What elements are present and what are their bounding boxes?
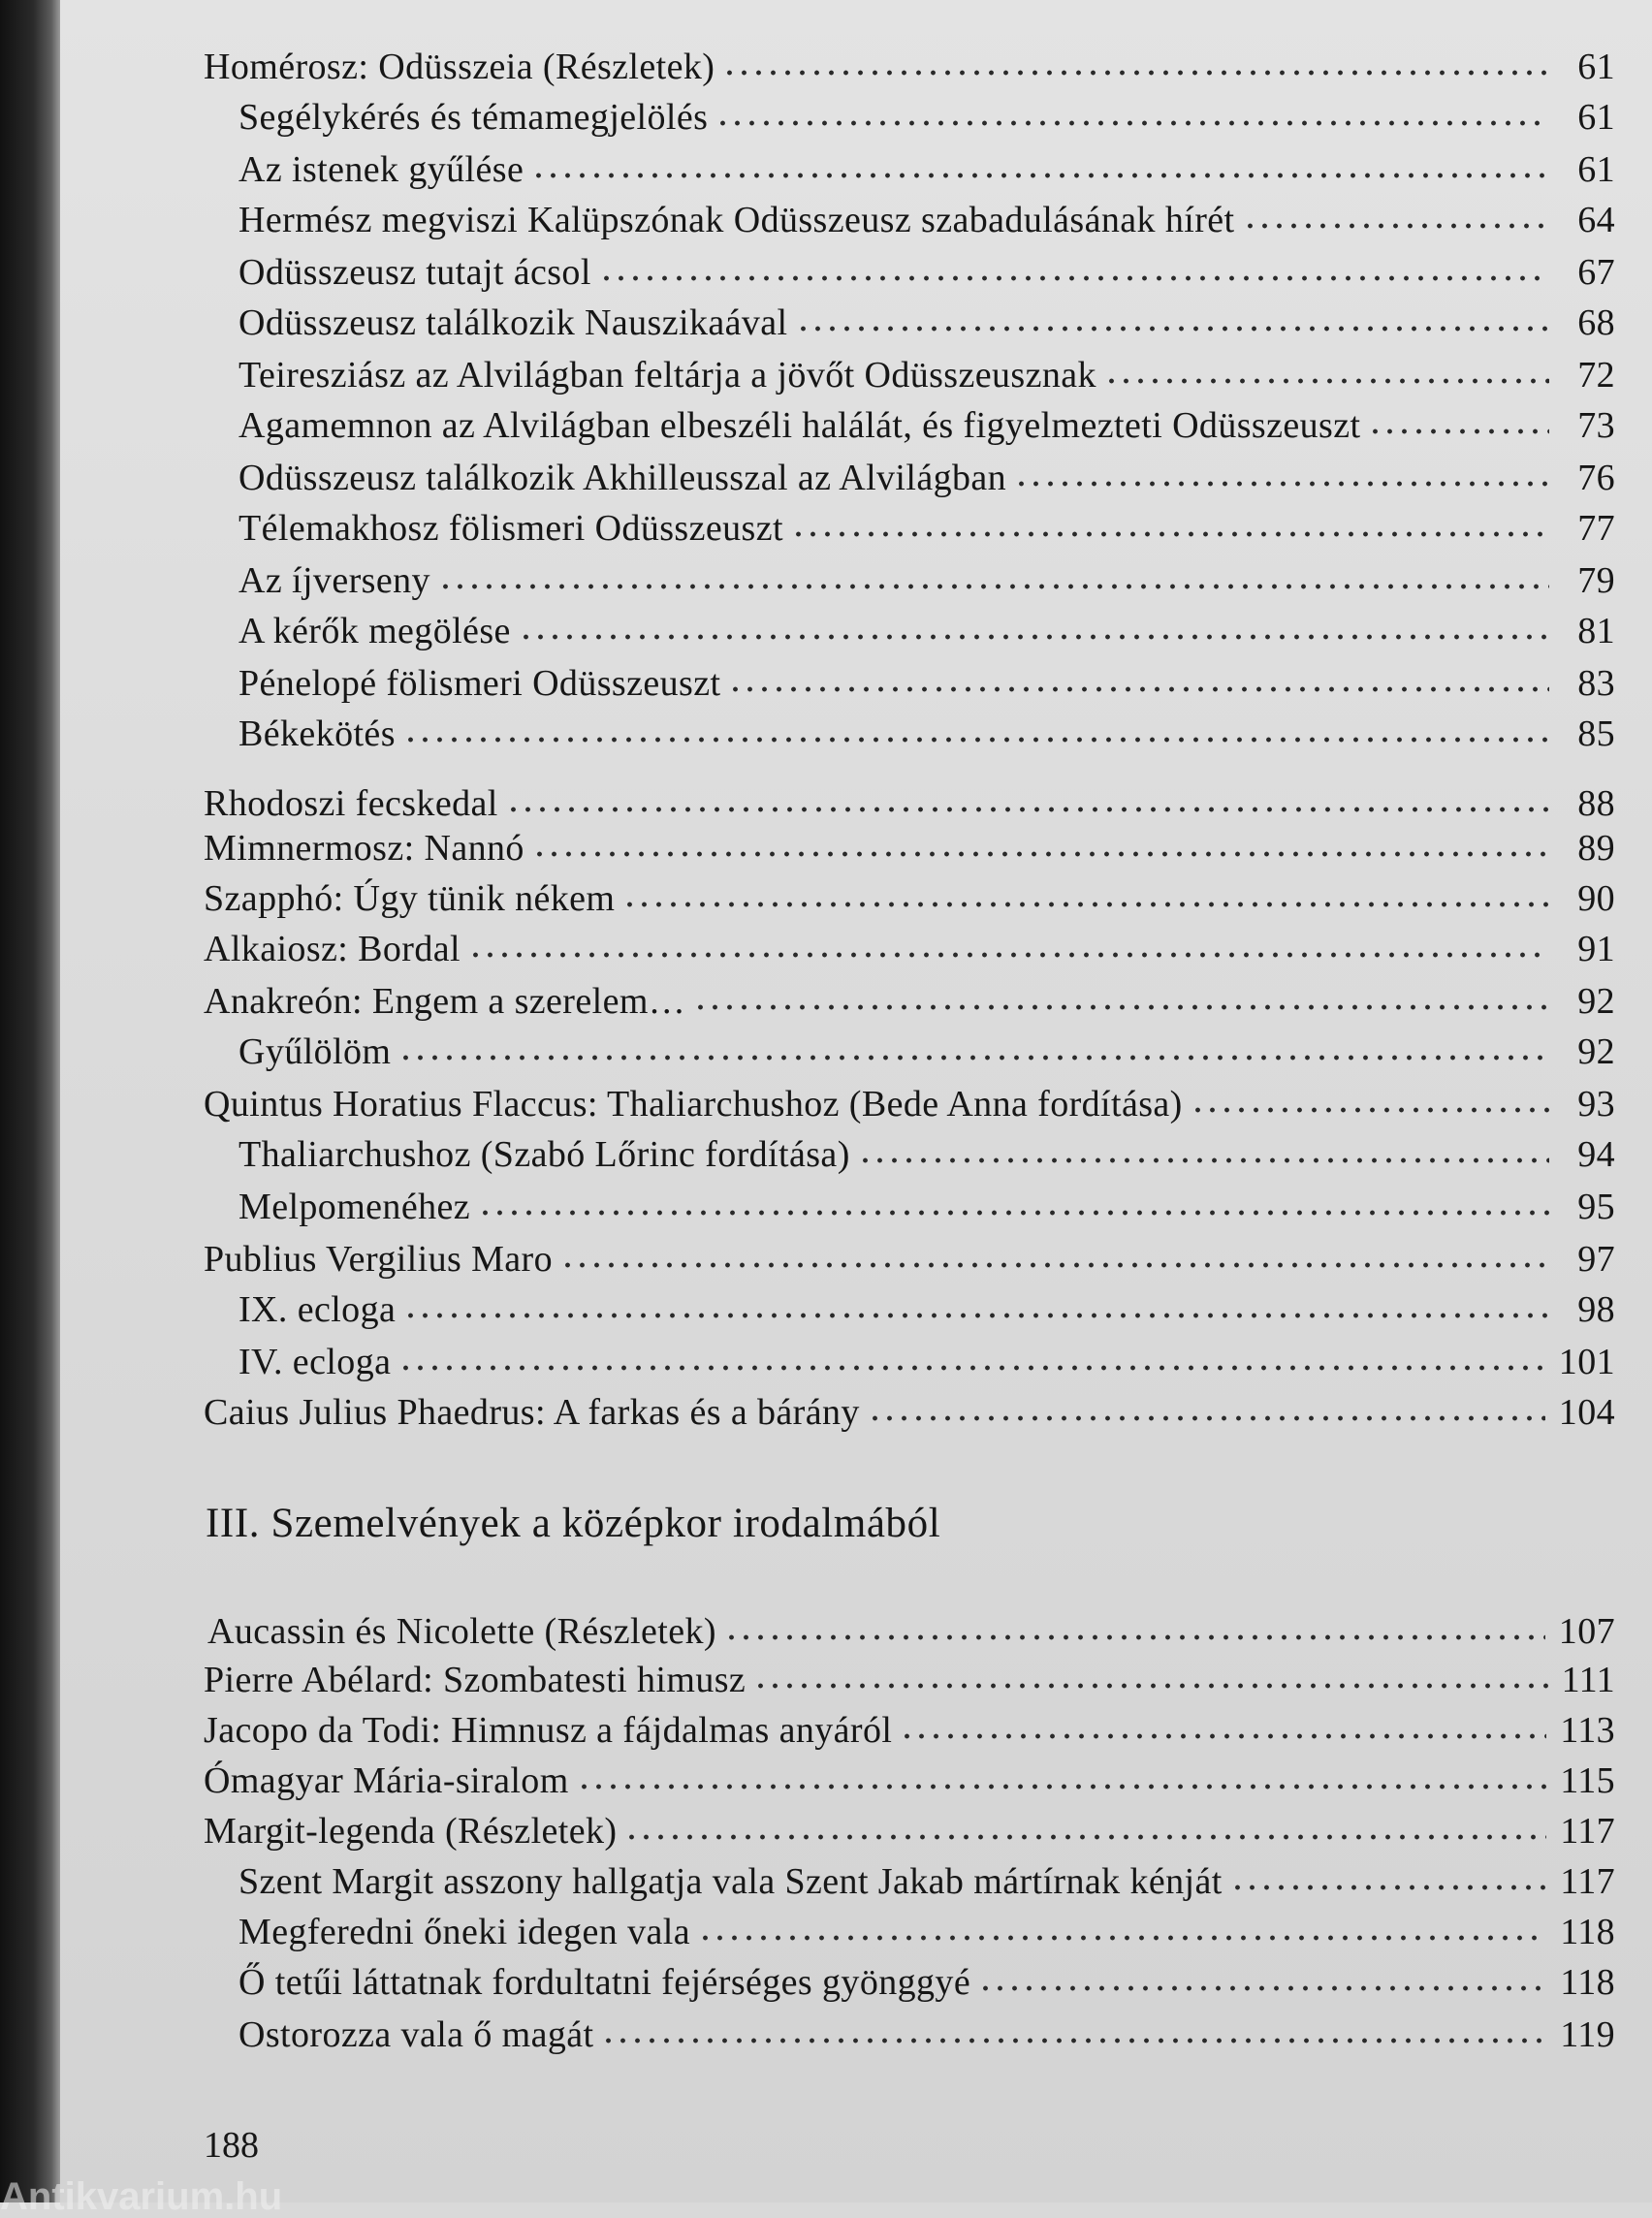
- toc-entry-title: Mimnermosz: Nannó: [204, 828, 524, 869]
- toc-entry-page: 77: [1577, 508, 1615, 549]
- toc-entry-page: 117: [1560, 1811, 1615, 1852]
- toc-entry: [204, 979, 1615, 1024]
- toc-entry-page: 81: [1577, 611, 1615, 651]
- toc-entry: [238, 403, 1615, 448]
- toc-entry-page: 61: [1577, 47, 1615, 87]
- dot-leader: [532, 847, 1549, 861]
- dot-leader: [622, 898, 1549, 911]
- toc-entry-title: Caius Julius Phaedrus: A farkas és a bárány: [204, 1392, 860, 1433]
- toc-entry: [204, 826, 1615, 871]
- toc-entry-page: 85: [1577, 713, 1615, 754]
- toc-entry: [238, 1340, 1615, 1384]
- toc-entry: [204, 781, 1615, 826]
- toc-entry: [207, 1609, 1615, 1654]
- dot-leader: [728, 682, 1549, 696]
- toc-entry-page: 64: [1577, 200, 1615, 240]
- dot-leader: [1104, 374, 1549, 388]
- toc-entry-title: Alkaiosz: Bordal: [204, 929, 461, 969]
- toc-entry: [238, 1132, 1615, 1177]
- toc-entry: [238, 198, 1615, 242]
- toc-entry-page: 88: [1577, 783, 1615, 824]
- toc-entry-title: Gyűlölöm: [238, 1031, 392, 1072]
- toc-entry-page: 83: [1577, 663, 1615, 704]
- toc-entry-title: Az íjverseny: [238, 560, 430, 601]
- dot-leader: [398, 1051, 1549, 1064]
- toc-entry: [204, 1237, 1615, 1282]
- toc-entry-page: 67: [1577, 252, 1615, 293]
- dot-leader: [506, 803, 1549, 816]
- toc-entry: [238, 1185, 1615, 1229]
- toc-entry-title: Megferedni őneki idegen vala: [238, 1912, 690, 1952]
- toc-entry: [238, 1960, 1615, 2005]
- dot-leader: [1014, 477, 1549, 491]
- toc-entry-title: Thaliarchushoz (Szabó Lőrinc fordítása): [238, 1134, 850, 1175]
- toc-entry: [238, 2012, 1615, 2057]
- toc-entry-title: Szent Margit asszony hallgatja vala Szent Jakab mártírnak kénját: [238, 1861, 1223, 1902]
- toc-entry: [204, 1809, 1615, 1854]
- toc-entry: [204, 1082, 1615, 1126]
- dot-leader: [868, 1411, 1545, 1425]
- toc-entry: [238, 250, 1615, 295]
- dot-leader: [724, 1631, 1545, 1644]
- dot-leader: [698, 1931, 1546, 1945]
- section-heading: III. Szemelvények a középkor irodalmából: [206, 1501, 941, 1546]
- toc-entry-page: 118: [1560, 1962, 1615, 2003]
- toc-entry: [204, 1658, 1615, 1702]
- toc-entry: [204, 1759, 1615, 1803]
- dot-leader: [468, 948, 1549, 962]
- dot-leader: [1191, 1103, 1549, 1117]
- dot-leader: [403, 1309, 1549, 1322]
- toc-entry-title: Békekötés: [238, 713, 396, 754]
- toc-entry: [238, 95, 1615, 140]
- toc-entry-title: Publius Vergilius Maro: [204, 1239, 553, 1280]
- toc-entry: [238, 301, 1615, 345]
- watermark: Antikvarium.hu: [0, 2175, 283, 2218]
- toc-entry: [238, 661, 1615, 706]
- toc-entry-title: Ő tetűi láttatnak fordultatni fejérséges gyönggyé: [238, 1962, 971, 2003]
- toc-entry: [238, 147, 1615, 192]
- toc-entry-page: 61: [1577, 149, 1615, 190]
- toc-entry-page: 68: [1577, 302, 1615, 343]
- toc-entry-page: 117: [1560, 1861, 1615, 1902]
- toc-entry: [238, 353, 1615, 397]
- dot-leader: [796, 322, 1549, 335]
- toc-entry-title: Pierre Abélard: Szombatesti himusz: [204, 1660, 747, 1700]
- dot-leader: [601, 2034, 1546, 2047]
- toc-entry-title: Margit-legenda (Részletek): [204, 1811, 618, 1852]
- toc-entry-title: Homérosz: Odüsszeia (Részletek): [204, 47, 715, 87]
- toc-entry: [238, 456, 1615, 500]
- dot-leader: [624, 1830, 1546, 1844]
- toc-entry-page: 95: [1577, 1187, 1615, 1227]
- toc-entry-title: IX. ecloga: [238, 1289, 397, 1330]
- dot-leader: [791, 527, 1549, 541]
- toc-entry-page: 89: [1577, 828, 1615, 869]
- dot-leader: [753, 1679, 1547, 1693]
- toc-entry-page: 92: [1577, 981, 1615, 1022]
- toc-entry-title: Teiresziász az Alvilágban feltárja a jövőt Odüsszeusznak: [238, 355, 1096, 396]
- toc-entry-page: 104: [1558, 1392, 1615, 1433]
- toc-entry: [204, 1708, 1615, 1753]
- dot-leader: [722, 66, 1549, 79]
- toc-entry-title: Ostorozza vala ő magát: [238, 2014, 594, 2055]
- dot-leader: [978, 1981, 1546, 1995]
- toc-entry-page: 107: [1558, 1611, 1615, 1652]
- toc-entry-title: Az istenek gyűlése: [238, 149, 524, 190]
- dot-leader: [398, 1361, 1544, 1375]
- toc-entry-page: 90: [1577, 878, 1615, 919]
- toc-entry-title: Hermész megviszi Kalüpszónak Odüsszeusz szabadulásának hírét: [238, 200, 1235, 240]
- toc-entry: [204, 45, 1615, 89]
- toc-entry: [204, 876, 1615, 921]
- toc-entry-title: Odüsszeusz találkozik Nauszikaával: [238, 302, 788, 343]
- dot-leader: [900, 1729, 1546, 1743]
- toc-entry: [238, 1287, 1615, 1332]
- toc-entry-title: IV. ecloga: [238, 1342, 392, 1382]
- dot-leader: [577, 1780, 1547, 1793]
- toc-entry-page: 79: [1577, 560, 1615, 601]
- dot-leader: [403, 733, 1549, 746]
- toc-entry-page: 61: [1577, 97, 1615, 138]
- toc-entry-page: 98: [1577, 1289, 1615, 1330]
- dot-leader: [1368, 425, 1549, 438]
- toc-entry-page: 115: [1560, 1760, 1615, 1801]
- toc-entry: [238, 506, 1615, 551]
- toc-entry-page: 72: [1577, 355, 1615, 396]
- dot-leader: [693, 1000, 1549, 1014]
- toc-entry-title: Odüsszeusz találkozik Akhilleusszal az Alvilágban: [238, 458, 1007, 498]
- toc-entry: [204, 927, 1615, 971]
- toc-entry-title: Ómagyar Mária-siralom: [204, 1760, 569, 1801]
- page-number: 188: [204, 2125, 259, 2166]
- dot-leader: [599, 271, 1549, 285]
- dot-leader: [858, 1154, 1549, 1167]
- toc-entry: [238, 1910, 1615, 1954]
- toc-entry-page: 119: [1560, 2014, 1615, 2055]
- toc-entry: [238, 1859, 1615, 1904]
- toc-entry-title: Anakreón: Engem a szerelem…: [204, 981, 686, 1022]
- toc-entry: [238, 609, 1615, 653]
- book-spine-shadow: [0, 0, 60, 2202]
- toc-entry-title: Segélykérés és témamegjelölés: [238, 97, 709, 138]
- toc-entry-page: 92: [1577, 1031, 1615, 1072]
- toc-entry-title: Jacopo da Todi: Himnusz a fájdalmas anyáról: [204, 1710, 893, 1751]
- toc-entry-title: Szapphó: Úgy tünik nékem: [204, 878, 616, 919]
- toc-entry-page: 93: [1577, 1084, 1615, 1125]
- toc-entry: [238, 712, 1615, 756]
- dot-leader: [519, 630, 1549, 644]
- dot-leader: [1243, 219, 1550, 233]
- toc-entry: [238, 558, 1615, 603]
- toc-entry-page: 76: [1577, 458, 1615, 498]
- toc-entry-page: 118: [1560, 1912, 1615, 1952]
- toc-entry-title: Melpomenéhez: [238, 1187, 471, 1227]
- toc-entry-page: 101: [1558, 1342, 1615, 1382]
- toc-entry-title: Agamemnon az Alvilágban elbeszéli halálát, és figyelmezteti Odüsszeuszt: [238, 405, 1361, 446]
- toc-entry-title: A kérők megölése: [238, 611, 511, 651]
- toc-entry-page: 94: [1577, 1134, 1615, 1175]
- toc-entry-page: 91: [1577, 929, 1615, 969]
- dot-leader: [438, 580, 1549, 593]
- toc-entry: [204, 1390, 1615, 1435]
- toc-entry-page: 111: [1561, 1660, 1615, 1700]
- dot-leader: [715, 116, 1549, 130]
- dot-leader: [560, 1258, 1549, 1272]
- toc-entry-page: 113: [1560, 1710, 1615, 1751]
- toc-entry-title: Odüsszeusz tutajt ácsol: [238, 252, 591, 293]
- toc-entry: [238, 1030, 1615, 1074]
- toc-entry-title: Télemakhosz fölismeri Odüsszeuszt: [238, 508, 783, 549]
- dot-leader: [531, 169, 1549, 182]
- dot-leader: [1230, 1881, 1547, 1894]
- toc-entry-title: Quintus Horatius Flaccus: Thaliarchushoz (Bede Anna fordítása): [204, 1084, 1183, 1125]
- toc-entry-page: 73: [1577, 405, 1615, 446]
- toc-entry-title: Rhodoszi fecskedal: [204, 783, 498, 824]
- dot-leader: [478, 1206, 1549, 1220]
- toc-entry-title: Pénelopé fölismeri Odüsszeuszt: [238, 663, 721, 704]
- toc-entry-title: Aucassin és Nicolette (Részletek): [207, 1611, 716, 1652]
- toc-entry-page: 97: [1577, 1239, 1615, 1280]
